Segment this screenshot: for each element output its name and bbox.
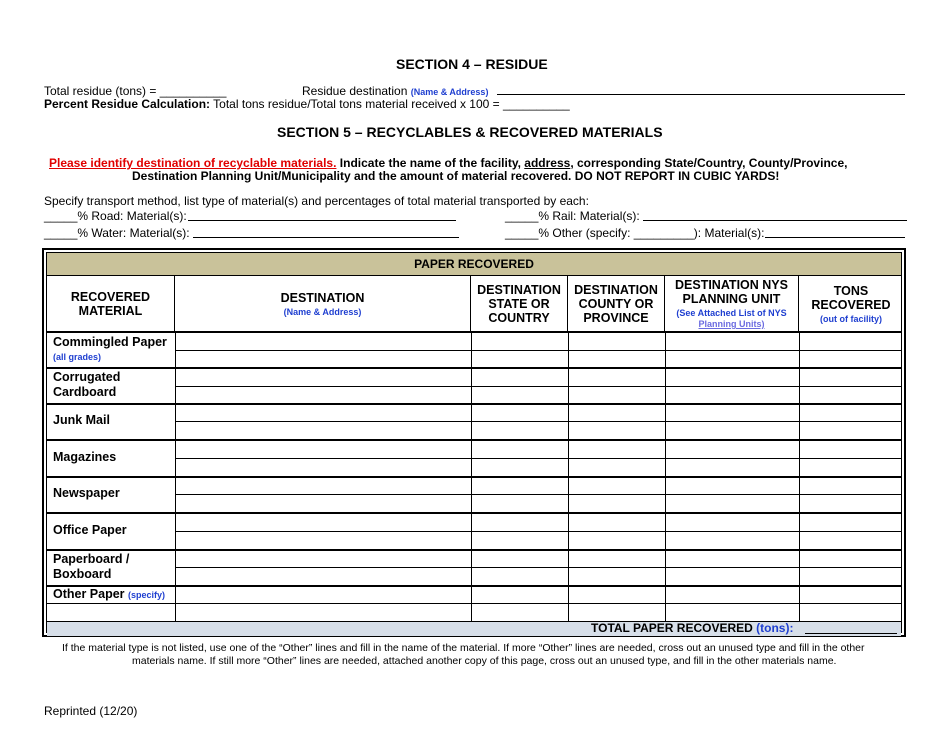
row-line (175, 567, 901, 568)
row-divider (47, 476, 901, 478)
instructions-line1: Please identify destination of recyclable materials. Indicate the name of the facility, address, corresponding State/Country, County/Province, (49, 156, 848, 170)
section4-title: SECTION 4 – RESIDUE (396, 56, 548, 72)
material-office-paper: Office Paper (53, 523, 127, 537)
road-input[interactable] (188, 220, 456, 221)
total-paper-recovered-label: TOTAL PAPER RECOVERED (tons): (591, 621, 794, 635)
row-line (175, 531, 901, 532)
section5-title: SECTION 5 – RECYCLABLES & RECOVERED MATERIALS (277, 124, 663, 140)
material-junk-mail: Junk Mail (53, 413, 110, 427)
header-nys-planning-unit: DESTINATION NYS PLANNING UNIT (See Attached List of NYS Planning Units) (665, 276, 799, 332)
residue-destination-input[interactable] (497, 94, 905, 95)
row-line (175, 386, 901, 387)
water-label: _____% Water: Material(s): (44, 226, 190, 240)
rail-input[interactable] (643, 220, 907, 221)
table-band: PAPER RECOVERED (47, 253, 901, 276)
header-destination: DESTINATION (Name & Address) (175, 276, 471, 332)
material-other-paper: Other Paper (specify) (53, 587, 166, 601)
other-input[interactable] (765, 237, 905, 238)
row-divider (47, 403, 901, 405)
reprinted-label: Reprinted (12/20) (44, 704, 138, 718)
header-state: DESTINATION STATE OR COUNTRY (471, 276, 568, 332)
material-corrugated-cardboard: Corrugated Cardboard (53, 370, 121, 399)
row-divider (47, 512, 901, 514)
residue-destination-hint: (Name & Address) (410, 87, 489, 97)
header-county: DESTINATION COUNTY OR PROVINCE (568, 276, 665, 332)
row-divider (47, 367, 901, 369)
transport-instructions: Specify transport method, list type of material(s) and percentages of total material transported by each: (44, 194, 589, 208)
material-newspaper: Newspaper (53, 486, 120, 500)
residue-destination-label: Residue destination (Name & Address) (302, 84, 489, 98)
row-line (175, 494, 901, 495)
total-residue-field[interactable]: Total residue (tons) = __________ (44, 84, 227, 98)
material-commingled-paper: Commingled Paper (all grades) (53, 335, 167, 362)
header-tons: TONS RECOVERED (out of facility) (811, 283, 891, 324)
row-divider (47, 439, 901, 441)
paper-recovered-table (42, 248, 906, 637)
row-line (175, 458, 901, 459)
material-paperboard-boxboard: Paperboard / Boxboard (53, 552, 130, 581)
header-material: RECOVERED MATERIAL (47, 276, 175, 332)
footnote-line2: materials name. If still more “Other” lines are needed, attached another copy of this page, cross out an unused type, and fill in the other materials name. (132, 655, 837, 667)
total-paper-recovered-input[interactable] (805, 633, 897, 634)
other-label: _____% Other (specify: _________): Material(s): (505, 226, 765, 240)
percent-residue-line: Percent Residue Calculation: Total tons residue/Total tons material received x 100 = __________ (44, 97, 570, 111)
percent-residue-field[interactable]: Total tons residue/Total tons material received x 100 = __________ (213, 97, 570, 111)
water-input[interactable] (193, 237, 459, 238)
footnote-line1: If the material type is not listed, use one of the “Other” lines and fill in the name of the material. If more “Other” lines are needed, cross out an unused type and fill in the other (62, 642, 865, 654)
material-magazines: Magazines (53, 450, 117, 464)
road-label: _____% Road: Material(s): (44, 209, 187, 223)
row-line (47, 603, 901, 604)
rail-label: _____% Rail: Material(s): (505, 209, 640, 223)
instructions-line2: Destination Planning Unit/Municipality and the amount of material recovered. DO NOT REPORT IN CUBIC YARDS! (132, 169, 780, 183)
row-divider (47, 585, 901, 587)
row-line (175, 350, 901, 351)
row-line (175, 421, 901, 422)
row-divider (47, 549, 901, 551)
